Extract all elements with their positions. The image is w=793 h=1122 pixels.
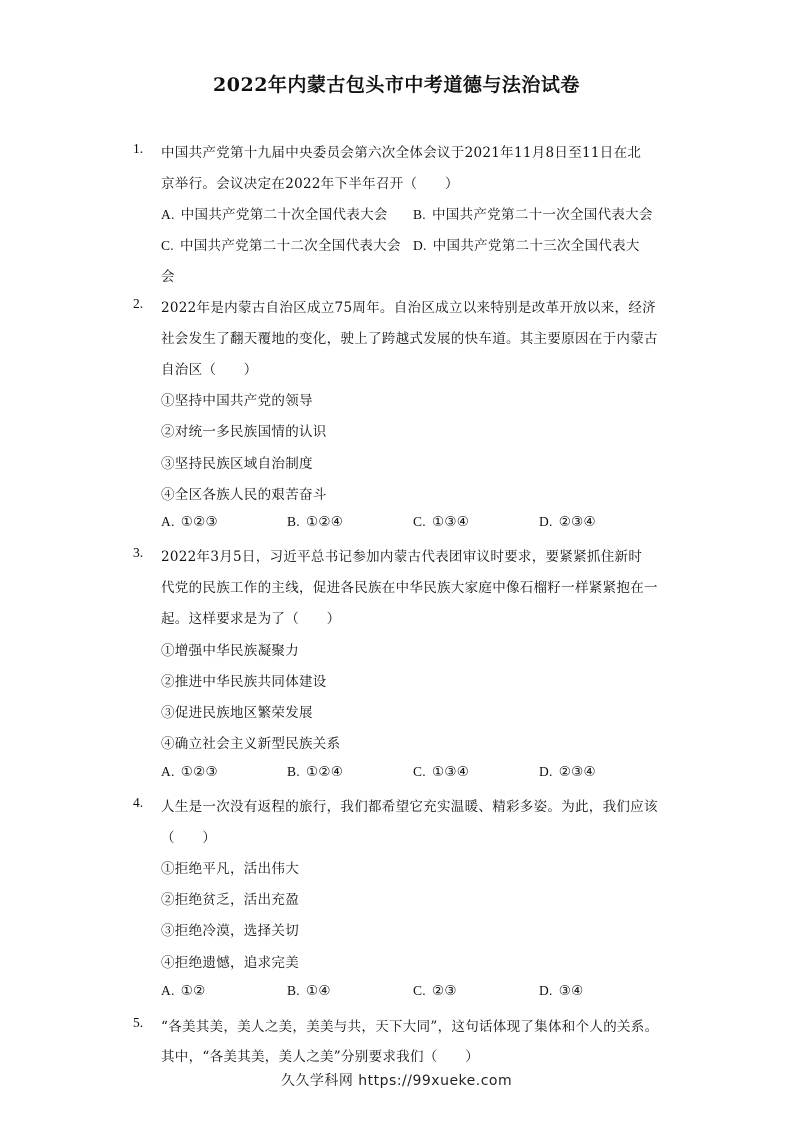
question-text-line: 代党的民族工作的主线，促进各民族在中华民族大家庭中像石榴籽一样紧紧抱在一 — [161, 580, 658, 596]
question-number: 5. — [133, 1015, 144, 1030]
option-b — [287, 764, 343, 780]
question-text-line: （ ） — [161, 830, 217, 846]
option-text: ①②④ — [305, 764, 344, 780]
option-text: 中国共产党第二十三次全国代表大 — [432, 238, 640, 254]
option-text: 中国共产党第二十二次全国代表大会 — [179, 238, 401, 254]
option-key: C. — [161, 238, 174, 253]
question-text-line: 人生是一次没有返程的旅行，我们都希望它充实温暖、精彩多姿。为此，我们应该 — [161, 799, 658, 815]
statement-item: ③拒绝冷漠，选择关切 — [161, 923, 299, 939]
option-b — [287, 514, 343, 530]
option-key: A. — [161, 983, 175, 998]
option-key: B. — [287, 514, 300, 529]
option-b — [413, 203, 653, 223]
option-text: ③④ — [558, 983, 584, 999]
statement-item: ③坚持民族区域自治制度 — [161, 456, 313, 472]
option-key: D. — [539, 983, 553, 998]
question-text-line: 社会发生了翻天覆地的变化，驶上了跨越式发展的快车道。其主要原因在于内蒙古 — [161, 331, 658, 347]
option-c — [413, 764, 469, 780]
question-text-line: 其中，“各美其美，美人之美”分别要求我们（ ） — [161, 1049, 480, 1065]
option-d — [539, 514, 596, 530]
statement-item: ③促进民族地区繁荣发展 — [161, 705, 313, 721]
option-text: ①② — [180, 983, 206, 999]
option-text: ①④ — [305, 983, 331, 999]
question-text-line: 中国共产党第十九届中央委员会第六次全体会议于2021年11月8日至11日在北 — [161, 145, 642, 161]
option-text: ①②③ — [180, 514, 218, 530]
option-key: B. — [413, 207, 426, 222]
option-text: 中国共产党第二十次全国代表大会 — [180, 207, 388, 223]
option-text: 中国共产党第二十一次全国代表大会 — [431, 207, 653, 223]
question-text-line: 起。这样要求是为了（ ） — [161, 611, 341, 627]
statement-item: ④拒绝遗憾，追求完美 — [161, 955, 299, 971]
statement-item: ④全区各族人民的艰苦奋斗 — [161, 487, 327, 503]
option-key: D. — [413, 238, 427, 253]
question-text-line: 2022年3月5日，习近平总书记参加内蒙古代表团审议时要求，要紧紧抓住新时 — [161, 549, 643, 565]
option-key: A. — [161, 514, 175, 529]
option-text: ①②③ — [180, 764, 218, 780]
option-c — [413, 983, 457, 999]
statement-item: ①增强中华民族凝聚力 — [161, 643, 299, 659]
statement-item: ①坚持中国共产党的领导 — [161, 393, 313, 409]
question-number: 3. — [133, 545, 144, 560]
option-text: ②③④ — [558, 514, 596, 530]
option-text: ①③④ — [431, 514, 470, 530]
question-number: 4. — [133, 795, 144, 810]
question-text-line: 2022年是内蒙古自治区成立75周年。自治区成立以来特别是改革开放以来，经济 — [161, 300, 656, 316]
option-text: ②③④ — [558, 764, 596, 780]
question-number: 1. — [133, 141, 144, 156]
option-key: B. — [287, 764, 300, 779]
question-text-line: 京举行。会议决定在2022年下半年召开（ ） — [161, 176, 459, 192]
option-c — [413, 514, 469, 530]
statement-item: ②拒绝贫乏，活出充盈 — [161, 892, 299, 908]
option-text: ②③ — [431, 983, 457, 999]
statement-item: ②对统一多民族国情的认识 — [161, 424, 327, 440]
option-a — [161, 764, 218, 780]
option-text: ①②④ — [305, 514, 344, 530]
statement-item: ②推进中华民族共同体建设 — [161, 674, 327, 690]
option-c — [161, 234, 401, 254]
option-a — [161, 983, 206, 999]
option-wrap-text: 会 — [161, 269, 175, 285]
question-text-line: “各美其美，美人之美，美美与共，天下大同”，这句话体现了集体和个人的关系。 — [161, 1019, 659, 1035]
option-d — [539, 764, 596, 780]
question-number: 2. — [133, 296, 144, 311]
question-text-line: 自治区（ ） — [161, 362, 258, 378]
option-key: B. — [287, 983, 300, 998]
option-d — [539, 983, 584, 999]
option-key: D. — [539, 764, 553, 779]
option-text: ①③④ — [431, 764, 470, 780]
option-key: A. — [161, 207, 175, 222]
option-key: C. — [413, 764, 426, 779]
option-key: D. — [539, 514, 553, 529]
page-title: 2022年内蒙古包头市中考道德与法治试卷 — [213, 74, 580, 96]
watermark-footer: 久久学科网 https://99xueke.com — [280, 1073, 513, 1089]
statement-item: ④确立社会主义新型民族关系 — [161, 736, 341, 752]
option-b — [287, 983, 331, 999]
option-a — [161, 514, 218, 530]
option-key: A. — [161, 764, 175, 779]
option-a — [161, 203, 388, 223]
option-key: C. — [413, 514, 426, 529]
option-key: C. — [413, 983, 426, 998]
statement-item: ①拒绝平凡，活出伟大 — [161, 861, 299, 877]
option-d — [413, 234, 640, 254]
